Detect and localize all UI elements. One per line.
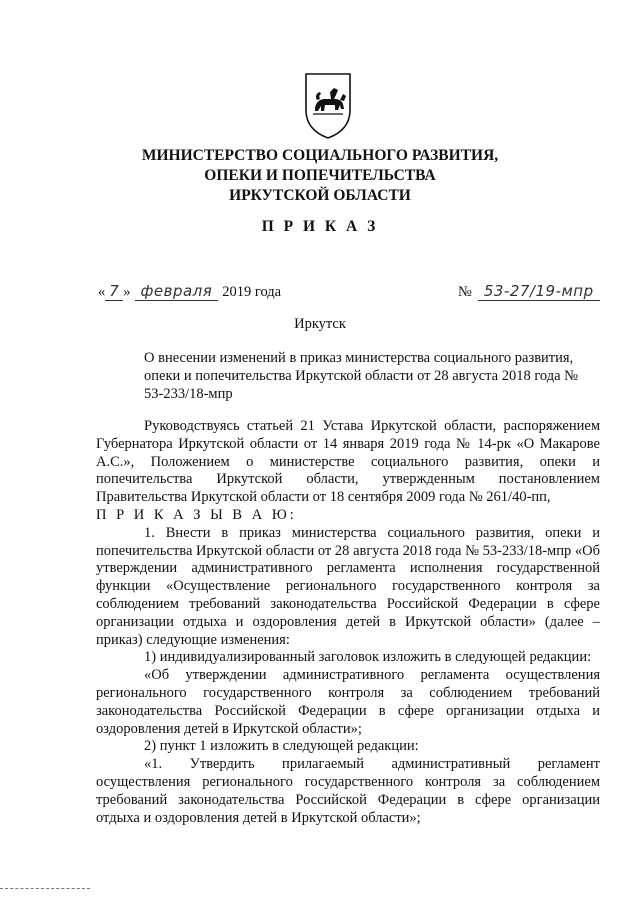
document-type-title: П Р И К А З: [261, 218, 379, 235]
order-date: [98, 282, 281, 301]
date-month: февраля: [135, 282, 219, 301]
subitem-2-quote: «1. Утвердить прилагаемый административный регламент осуществления регионального государственного контроля за соблюдением требований законодательства Российской Федерации в сфере организации отдыха и оздоровления детей в Иркутской области»;: [96, 756, 600, 826]
order-body: [96, 418, 600, 827]
footer-divider: [0, 888, 90, 889]
prikazyvayu-heading: П Р И К А З Ы В А Ю:: [96, 506, 297, 523]
ministry-line-1: МИНИСТЕРСТВО СОЦИАЛЬНОГО РАЗВИТИЯ,: [141, 147, 499, 164]
item-1-paragraph: 1. Внести в приказ министерства социального развития, опеки и попечительства Иркутской области от 28 августа 2018 года № 53-233/18-мпр «Об утверждении административного регламента исполнения государственной функции «Осуществление регионального государственного контроля за соблюдением требований законодательства Российской Федерации в сфере организации отдыха и оздоровления детей в Иркутской области» (далее – приказ) следующие изменения:: [96, 524, 600, 648]
date-year: 2019 года: [222, 284, 282, 300]
number-label: №: [458, 284, 472, 300]
coat-of-arms-icon: [303, 70, 353, 140]
city: Иркутск: [294, 316, 346, 332]
preamble-paragraph: Руководствуясь статьей 21 Устава Иркутской области, распоряжением Губернатора Иркутской области от 14 января 2019 года № 14-рк «О Макарове А.С.», Положением о министерстве социального развития, опеки и попечительства Иркутской области, утвержденным постановлением Правительства Иркутской области от 18 сентября 2009 года № 261/40-пп,: [96, 418, 600, 506]
date-open-quote: «: [98, 284, 106, 300]
ministry-line-3: ИРКУТСКОЙ ОБЛАСТИ: [229, 187, 411, 204]
subitem-1-quote: «Об утверждении административного регламента осуществления регионального государственного контроля за соблюдением требований законодательства Российской Федерации в сфере организации отдыха и оздоровления детей в Иркутской области»;: [96, 667, 600, 737]
ministry-name: [0, 146, 640, 206]
number-value: 53-27/19-мпр: [478, 282, 600, 301]
order-subject: О внесении изменений в приказ министерства социального развития, опеки и попечительства Иркутской области от 28 августа 2018 года № 53-233/18-мпр: [144, 350, 579, 402]
order-number: [458, 282, 600, 301]
subitem-2-paragraph: 2) пункт 1 изложить в следующей редакции:: [144, 738, 419, 755]
ministry-line-2: ОПЕКИ И ПОПЕЧИТЕЛЬСТВА: [204, 167, 436, 184]
date-day: 7: [105, 282, 123, 301]
subitem-1-paragraph: 1) индивидуализированный заголовок изложить в следующей редакции:: [144, 649, 592, 666]
date-close-quote: »: [123, 284, 131, 300]
